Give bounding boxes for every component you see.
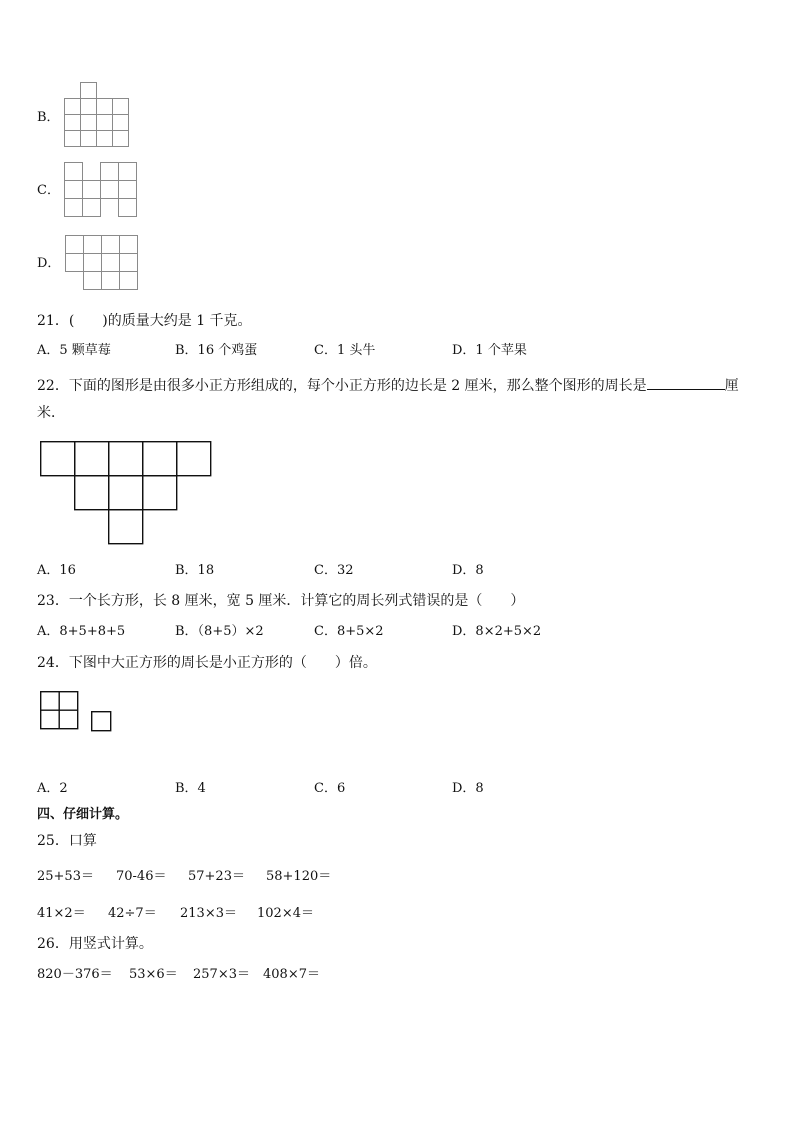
q22-option-a: A．16 [37, 563, 76, 578]
q25-item: 102×4＝ [257, 906, 314, 921]
q25-item: 25+53＝ [37, 869, 94, 884]
q25-item: 41×2＝ [37, 906, 86, 921]
option-c-figure [64, 162, 138, 218]
q26-item: 53×6＝ [129, 967, 178, 982]
q22-answer-blank [647, 375, 725, 390]
q23-option-c: C．8+5×2 [314, 624, 384, 639]
q26-item: 408×7＝ [263, 967, 320, 982]
q23-option-d: D．8×2+5×2 [452, 624, 542, 639]
q24-small-square-figure [91, 711, 113, 733]
q24-stem: 24．下图中大正方形的周长是小正方形的（ ）倍。 [37, 655, 377, 671]
q21-stem: 21．( )的质量大约是 1 千克。 [37, 313, 252, 329]
q25-item: 57+23＝ [188, 869, 245, 884]
q26-item: 820－376＝ [37, 967, 113, 982]
q24-option-c: C．6 [314, 781, 346, 796]
option-d-label: D． [37, 256, 61, 271]
option-b-label: B． [37, 110, 60, 125]
q24-large-square-figure [40, 691, 80, 731]
q25-item: 213×3＝ [180, 906, 237, 921]
option-b-figure [64, 82, 130, 150]
q26-item: 257×3＝ [193, 967, 250, 982]
q25-stem: 25．口算 [37, 833, 97, 849]
option-c-label: C． [37, 183, 60, 198]
q23-option-b: B．（8+5）×2 [175, 624, 264, 639]
q22-stem-part1: 22．下面的图形是由很多小正方形组成的，每个小正方形的边长是 2 厘米，那么整个图形的周长是 [37, 378, 647, 394]
q22-stem-line1 [37, 375, 739, 395]
q21-option-c: C．1 头牛 [314, 343, 376, 358]
q22-figure [40, 441, 214, 545]
q26-stem: 26．用竖式计算。 [37, 936, 153, 952]
section-4-title: 四、仔细计算。 [37, 807, 129, 822]
q22-option-c: C．32 [314, 563, 354, 578]
q25-item: 70-46＝ [116, 869, 167, 884]
q23-stem: 23．一个长方形，长 8 厘米，宽 5 厘米．计算它的周长列式错误的是（ ） [37, 593, 525, 609]
option-d-figure [65, 235, 141, 291]
q25-item: 58+120＝ [266, 869, 332, 884]
q21-option-b: B．16 个鸡蛋 [175, 343, 258, 358]
q25-item: 42÷7＝ [108, 906, 157, 921]
q21-option-a: A．5 颗草莓 [37, 343, 111, 358]
q24-option-d: D．8 [452, 781, 484, 796]
q21-option-d: D．1 个苹果 [452, 343, 527, 358]
q22-stem-part2: 厘 [724, 378, 739, 394]
q22-stem-line2: 米． [37, 405, 65, 421]
q24-option-b: B．4 [175, 781, 206, 796]
q23-option-a: A．8+5+8+5 [37, 624, 126, 639]
q22-option-b: B．18 [175, 563, 215, 578]
q24-option-a: A．2 [37, 781, 68, 796]
q22-option-d: D．8 [452, 563, 484, 578]
